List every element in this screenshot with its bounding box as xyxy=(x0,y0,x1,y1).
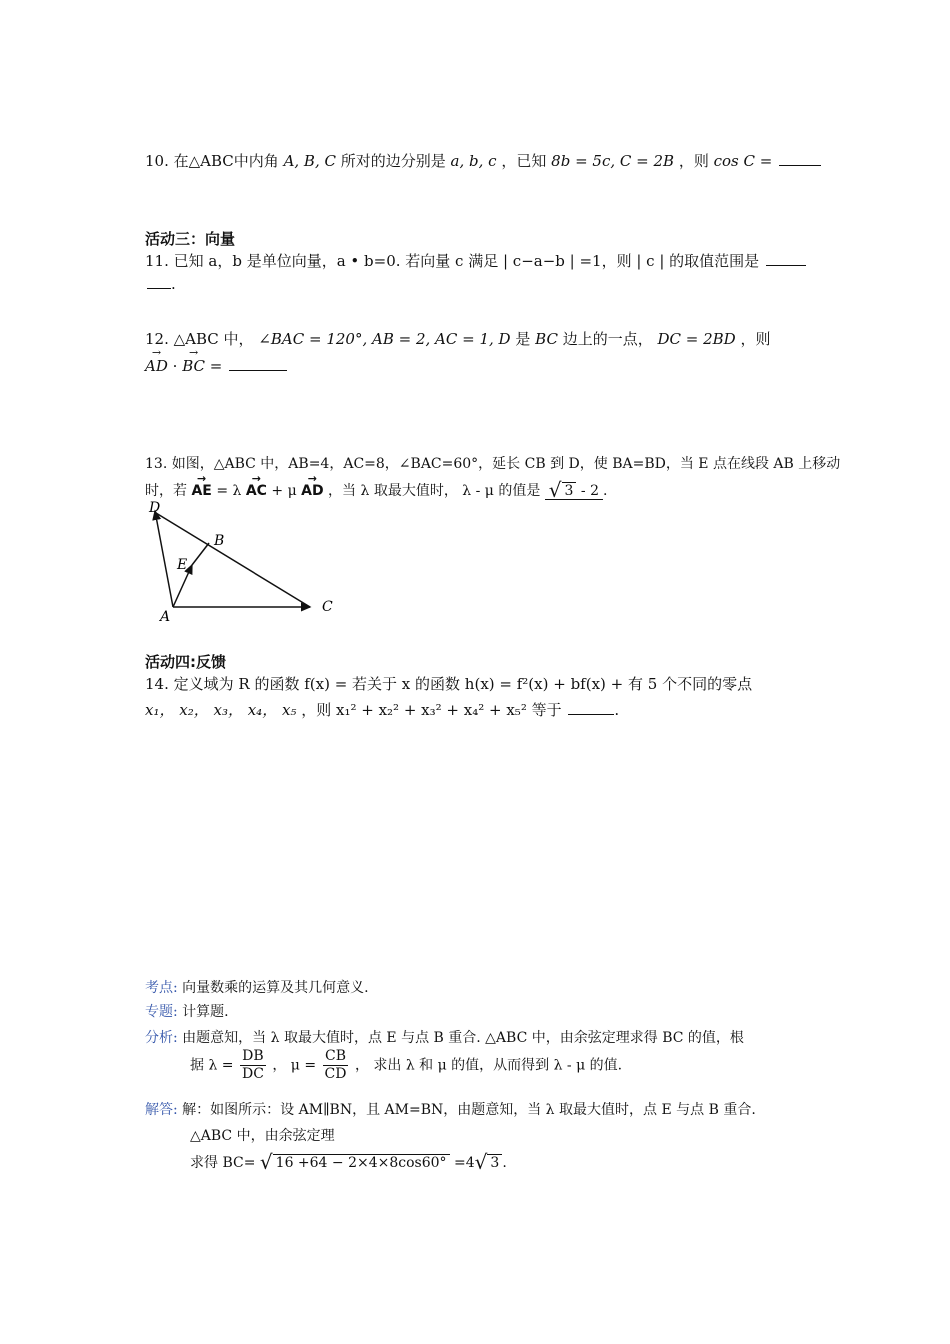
frac2-num: CB xyxy=(323,1048,349,1066)
q12-answer-blank[interactable] xyxy=(229,369,287,371)
q10-answer-blank[interactable] xyxy=(779,164,821,166)
label-a: A xyxy=(160,609,171,625)
q13-text-b: ，当 λ 取最大值时， λ - μ 的值是 xyxy=(328,483,541,499)
q10-text3: ，已知 xyxy=(501,152,547,170)
q10-text2: 所对的边分别是 xyxy=(340,152,446,170)
zhuanti-text: 计算题. xyxy=(182,1004,229,1020)
q13-end: . xyxy=(603,483,608,499)
q14-answer-blank[interactable] xyxy=(568,713,614,715)
question-14-line1: 14. 定义域为 R 的函数 f(x) = 若关于 x 的函数 h(x) = f²(x) + bf(x) + 有 5 个不同的零点 xyxy=(145,675,753,693)
section-4-title: 活动四:反馈 xyxy=(145,653,226,671)
radical-sign-2: √ xyxy=(474,1150,488,1174)
kaodian-label: 考点: xyxy=(145,980,178,996)
kaodian-row xyxy=(145,977,369,997)
q13-eq: = λ xyxy=(216,483,242,499)
fenxi-text-2b: ， μ = xyxy=(272,1057,317,1074)
kaodian-text: 向量数乘的运算及其几何意义. xyxy=(182,980,369,996)
q13-plus: + μ xyxy=(271,483,297,499)
q12-text-e: ，则 xyxy=(740,330,771,348)
fenxi-text-2a: 据 λ = xyxy=(190,1057,234,1074)
section-3-title: 活动三：向量 xyxy=(145,230,236,248)
frac1-num: DB xyxy=(240,1048,266,1066)
q11-answer-blank-1[interactable] xyxy=(766,264,806,266)
fenxi-label: 分析: xyxy=(145,1030,178,1046)
vector-ad-13: → AD xyxy=(301,483,323,499)
fenxi-row-1 xyxy=(145,1027,744,1047)
zhuanti-row xyxy=(145,1001,229,1021)
label-d: D xyxy=(149,500,161,516)
q11-answer-blank-2[interactable] xyxy=(147,287,171,289)
radicand-3: 3 xyxy=(487,1154,502,1171)
jieda-row-2: △ABC 中，由余弦定理 xyxy=(190,1128,335,1144)
fraction-db-dc xyxy=(240,1048,266,1083)
vector-ac: → AC xyxy=(246,483,267,499)
q12-dc-eq: DC = 2BD xyxy=(657,330,736,348)
label-b: B xyxy=(214,533,225,549)
q13-text-a: 时，若 xyxy=(145,483,187,499)
jieda-label: 解答: xyxy=(145,1102,178,1118)
frac1-den: DC xyxy=(241,1066,264,1082)
vector-ad: → AD xyxy=(145,357,168,375)
radical-sign: √ xyxy=(259,1150,273,1174)
question-11-line2 xyxy=(145,275,176,293)
question-14-line2 xyxy=(145,699,619,720)
q10-vars2: a, b, c xyxy=(450,152,497,170)
q14-vars: x₁， x₂， x₃， x₄， x₅ xyxy=(145,701,297,719)
zhuanti-label: 专题: xyxy=(145,1004,178,1020)
vector-bc: → BC xyxy=(182,357,205,375)
q13-answer-sqrt: 3 xyxy=(562,482,577,499)
q12-text-b: 是 xyxy=(515,330,531,348)
q13-answer-tail: - 2 xyxy=(576,483,599,499)
vector-ad-line xyxy=(155,511,173,607)
question-11-line1 xyxy=(145,250,806,271)
dot-operator: · xyxy=(172,357,178,375)
q10-condition: 8b = 5c, C = 2B xyxy=(551,152,675,170)
q13-answer: √ 3 - 2 xyxy=(545,483,603,500)
radicand-bc: 16 +64 − 2×4×8cos60° xyxy=(273,1154,450,1171)
q12-text-c: 边上的一点， xyxy=(562,330,653,348)
q14-end: . xyxy=(614,701,620,719)
q11-text: 11. 已知 a，b 是单位向量，a • b=0. 若向量 c 满足 | c−a−b | =1，则 | c | 的取值范围是 xyxy=(145,252,760,270)
q10-vars1: A, B, C xyxy=(283,152,336,170)
q10-text: 10. 在△ABC中内角 xyxy=(145,152,279,170)
question-13-line1: 13. 如图，△ABC 中，AB=4，AC=8，∠BAC=60°，延长 CB 到 D，使 BA=BD，当 E 点在线段 AB 上移动 xyxy=(145,456,841,472)
vector-ae: → AE xyxy=(191,483,211,499)
q10-ask: cos C = xyxy=(713,152,773,170)
fenxi-text-2c: ， 求出 λ 和 μ 的值，从而得到 λ - μ 的值. xyxy=(354,1057,623,1074)
q12-bc: BC xyxy=(535,330,558,348)
question-12-line2 xyxy=(145,357,287,375)
jieda-row-1 xyxy=(145,1099,756,1119)
line-eb xyxy=(192,543,209,565)
jieda-text-3a: 求得 BC= xyxy=(190,1155,256,1171)
fenxi-text-1: 由题意知，当 λ 取最大值时，点 E 与点 B 重合. △ABC 中，由余弦定理求得 BC 的值，根 xyxy=(182,1030,744,1046)
jieda-end: . xyxy=(502,1155,507,1171)
q12-text-a: 12. △ABC 中， xyxy=(145,330,254,348)
equals-sign: = xyxy=(209,357,223,375)
question-10 xyxy=(145,150,821,171)
triangle-figure xyxy=(140,495,340,625)
label-e: E xyxy=(177,557,188,573)
jieda-text-1: 解：如图所示：设 AM∥BN，且 AM=BN，由题意知，当 λ 取最大值时，点 E 与点 B 重合. xyxy=(182,1102,756,1118)
jieda-text-3b: =4 xyxy=(454,1155,475,1171)
q12-condition: ∠BAC = 120°, AB = 2, AC = 1, D xyxy=(258,330,511,348)
jieda-row-3 xyxy=(190,1150,507,1174)
q10-text4: ，则 xyxy=(678,152,709,170)
frac2-den: CD xyxy=(324,1066,347,1082)
label-c: C xyxy=(322,599,333,615)
fenxi-row-2 xyxy=(190,1048,622,1083)
question-12-line1 xyxy=(145,328,771,349)
q14-mid: ，则 x₁² + x₂² + x₃² + x₄² + x₅² 等于 xyxy=(301,701,562,719)
q11-end: . xyxy=(171,275,176,293)
fraction-cb-cd xyxy=(323,1048,349,1083)
